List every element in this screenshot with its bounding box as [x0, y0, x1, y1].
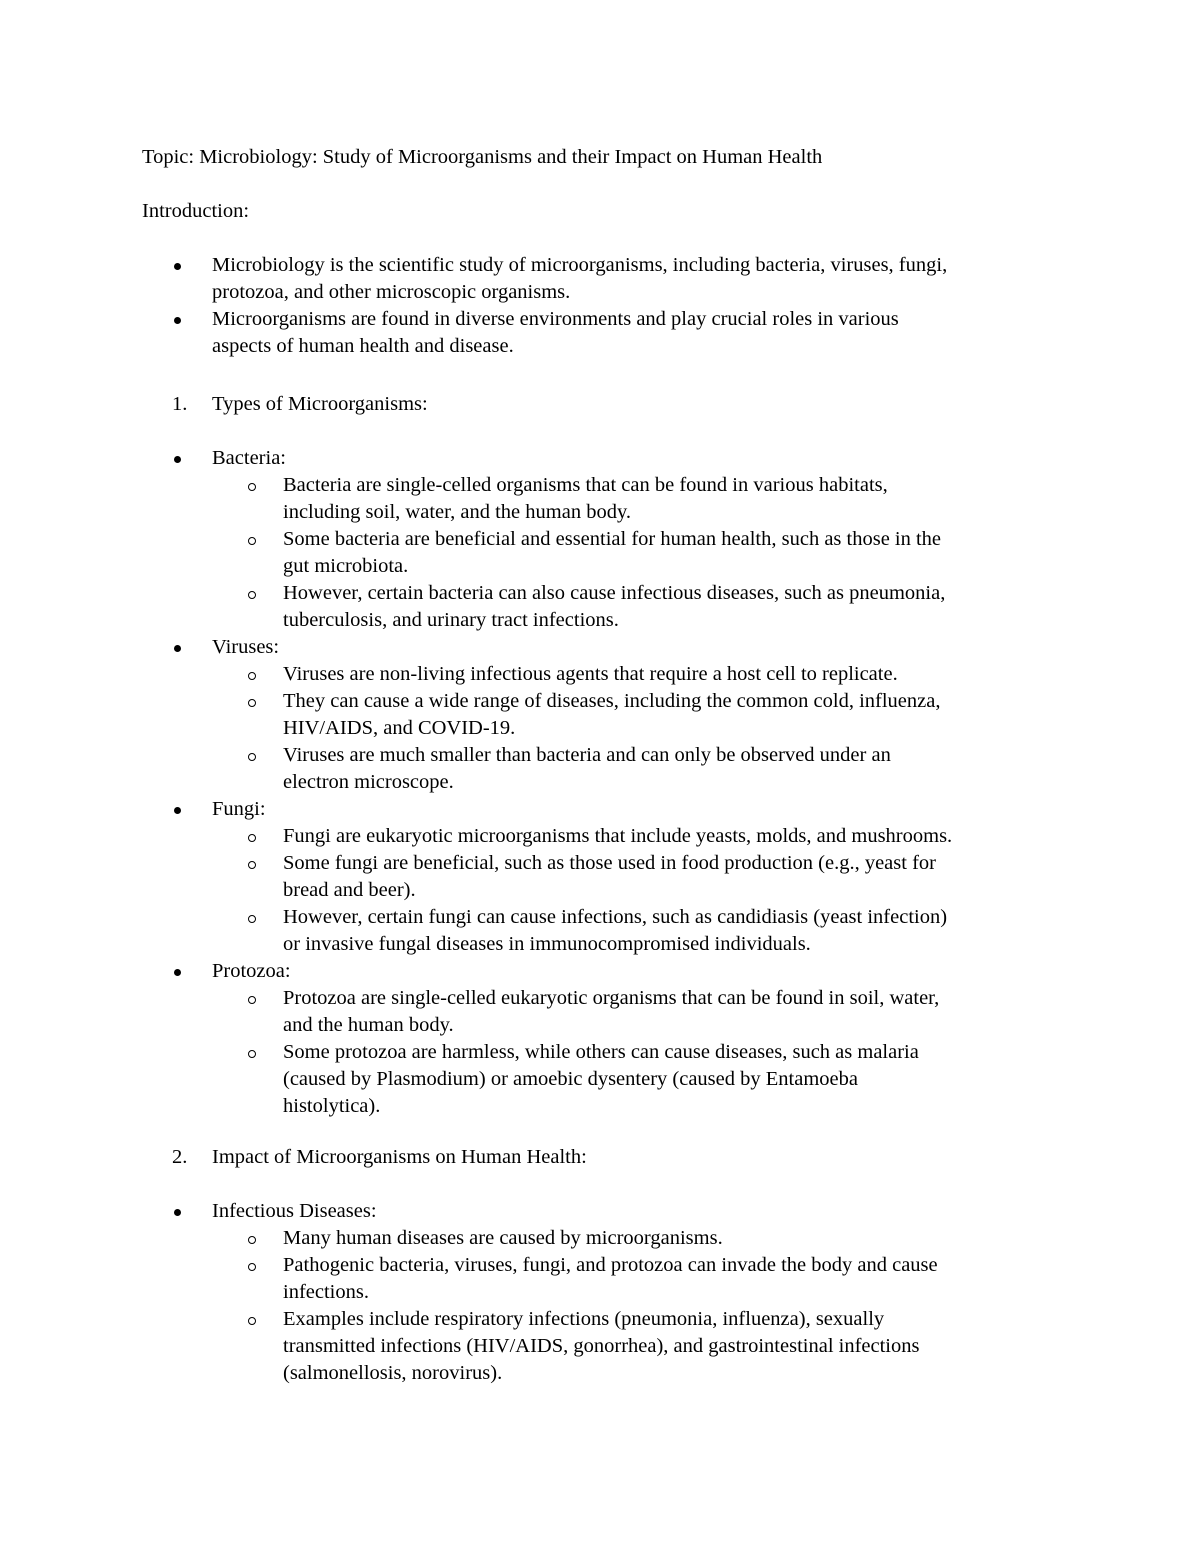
circle-bullet-icon — [248, 753, 256, 761]
sub-bullet-text: Fungi are eukaryotic microorganisms that include yeasts, molds, and mushrooms. — [283, 825, 953, 847]
group-label: Fungi: — [212, 798, 266, 820]
bullet-icon — [174, 969, 181, 976]
circle-bullet-icon — [248, 537, 256, 545]
circle-bullet-icon — [248, 483, 256, 491]
intro-heading: Introduction: — [142, 200, 250, 222]
section-heading: Impact of Microorganisms on Human Health: — [212, 1146, 587, 1168]
sub-bullet-text: Protozoa are single-celled eukaryotic organisms that can be found in soil, water, — [283, 987, 940, 1009]
sub-bullet-text: (salmonellosis, norovirus). — [283, 1362, 503, 1384]
sub-bullet-text: histolytica). — [283, 1095, 381, 1117]
circle-bullet-icon — [248, 672, 256, 680]
intro-bullet-text: aspects of human health and disease. — [212, 335, 514, 357]
topic-title: Topic: Microbiology: Study of Microorganisms and their Impact on Human Health — [142, 146, 823, 168]
sub-bullet-text: However, certain fungi can cause infections, such as candidiasis (yeast infection) — [283, 906, 948, 928]
sub-bullet-text: Many human diseases are caused by microorganisms. — [283, 1227, 723, 1249]
sub-bullet-text: and the human body. — [283, 1014, 454, 1036]
section-number: 2. — [172, 1146, 188, 1168]
sub-bullet-text: Some protozoa are harmless, while others can cause diseases, such as malaria — [283, 1041, 919, 1063]
section-number: 1. — [172, 393, 188, 415]
section-heading: Types of Microorganisms: — [212, 393, 428, 415]
group-label: Protozoa: — [212, 960, 291, 982]
sub-bullet-text: or invasive fungal diseases in immunocompromised individuals. — [283, 933, 811, 955]
sub-bullet-text: tuberculosis, and urinary tract infections. — [283, 609, 619, 631]
sub-bullet-text: including soil, water, and the human body. — [283, 501, 631, 523]
bullet-icon — [174, 807, 181, 814]
circle-bullet-icon — [248, 1236, 256, 1244]
sub-bullet-text: gut microbiota. — [283, 555, 409, 577]
sub-bullet-text: Some bacteria are beneficial and essential for human health, such as those in the — [283, 528, 942, 550]
circle-bullet-icon — [248, 591, 256, 599]
circle-bullet-icon — [248, 834, 256, 842]
circle-bullet-icon — [248, 915, 256, 923]
circle-bullet-icon — [248, 699, 256, 707]
circle-bullet-icon — [248, 861, 256, 869]
bullet-icon — [174, 456, 181, 463]
sub-bullet-text: Examples include respiratory infections (pneumonia, influenza), sexually — [283, 1308, 885, 1330]
sub-bullet-text: HIV/AIDS, and COVID-19. — [283, 717, 516, 739]
sub-bullet-text: However, certain bacteria can also cause infectious diseases, such as pneumonia, — [283, 582, 946, 604]
bullet-icon — [174, 263, 181, 270]
group-label: Viruses: — [212, 636, 280, 658]
group-label: Bacteria: — [212, 447, 286, 469]
circle-bullet-icon — [248, 1263, 256, 1271]
bullet-icon — [174, 645, 181, 652]
sub-bullet-text: infections. — [283, 1281, 369, 1303]
circle-bullet-icon — [248, 1317, 256, 1325]
group-label: Infectious Diseases: — [212, 1200, 377, 1222]
sub-bullet-text: (caused by Plasmodium) or amoebic dysentery (caused by Entamoeba — [283, 1068, 858, 1090]
sub-bullet-text: They can cause a wide range of diseases, including the common cold, influenza, — [283, 690, 941, 712]
circle-bullet-icon — [248, 1050, 256, 1058]
sub-bullet-text: Viruses are much smaller than bacteria and can only be observed under an — [283, 744, 891, 766]
sub-bullet-text: transmitted infections (HIV/AIDS, gonorrhea), and gastrointestinal infections — [283, 1335, 920, 1357]
sub-bullet-text: Some fungi are beneficial, such as those used in food production (e.g., yeast for — [283, 852, 936, 874]
sub-bullet-text: electron microscope. — [283, 771, 454, 793]
sub-bullet-text: Viruses are non-living infectious agents that require a host cell to replicate. — [283, 663, 898, 685]
circle-bullet-icon — [248, 996, 256, 1004]
sub-bullet-text: bread and beer). — [283, 879, 416, 901]
intro-bullet-text: Microbiology is the scientific study of microorganisms, including bacteria, viruses, fungi, — [212, 254, 948, 276]
sub-bullet-text: Pathogenic bacteria, viruses, fungi, and protozoa can invade the body and cause — [283, 1254, 938, 1276]
bullet-icon — [174, 317, 181, 324]
intro-bullet-text: protozoa, and other microscopic organisms. — [212, 281, 571, 303]
sub-bullet-text: Bacteria are single-celled organisms that can be found in various habitats, — [283, 474, 888, 496]
intro-bullet-text: Microorganisms are found in diverse environments and play crucial roles in various — [212, 308, 899, 330]
bullet-icon — [174, 1209, 181, 1216]
